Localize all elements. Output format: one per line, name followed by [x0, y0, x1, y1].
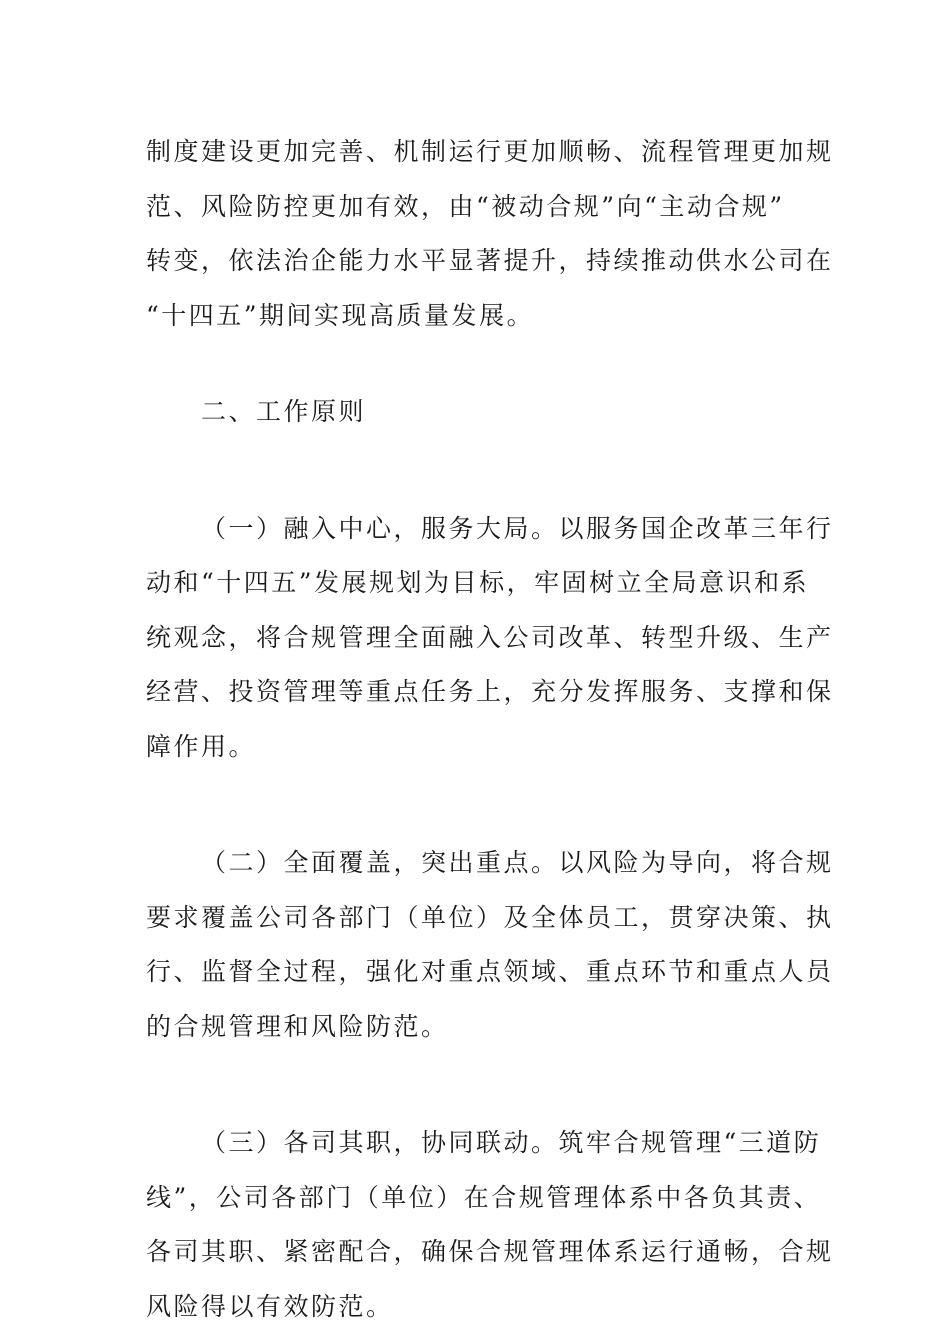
section-heading-text: 二、工作原则	[201, 397, 367, 426]
paragraph-line: （三）各司其职，协同联动。筑牢合规管理“三道防	[201, 1128, 822, 1157]
spacer	[146, 1054, 786, 1116]
paragraph-line: （二）全面覆盖，突出重点。以风险为导向，将合规	[201, 848, 834, 877]
paragraph-line: 统观念，将合规管理全面融入公司改革、转型升级、生产	[146, 622, 834, 652]
paragraph-line: 经营、投资管理等重点任务上，充分发挥服务、支撑和保	[146, 677, 834, 706]
paragraph-line: （一）融入中心，服务大局。以服务国企改革三年行	[201, 513, 834, 543]
spacer	[146, 440, 786, 502]
paragraph-line: 障作用。	[146, 731, 257, 761]
paragraph-line: “十四五”期间实现高质量发展。	[146, 300, 535, 330]
spacer	[146, 343, 786, 385]
paragraph-line: 各司其职、紧密配合，确保合规管理体系运行通畅，合规	[146, 1237, 834, 1266]
paragraph-line: 风险得以有效防范。	[146, 1291, 394, 1321]
intro-paragraph	[146, 125, 834, 343]
paragraph-line: 要求覆盖公司各部门（单位）及全体员工，贯穿决策、执	[146, 902, 834, 932]
paragraph-line: 线”，公司各部门（单位）在合规管理体系中各负其责、	[146, 1182, 822, 1212]
principle-paragraph-3	[146, 1116, 834, 1334]
spacer	[146, 774, 786, 836]
paragraph-line: 转变，依法治企能力水平显著提升，持续推动供水公司在	[146, 246, 834, 275]
paragraph-line: 的合规管理和风险防范。	[146, 1011, 449, 1041]
paragraph-line: 行、监督全过程，强化对重点领域、重点环节和重点人员	[146, 957, 834, 986]
principle-paragraph-1	[146, 502, 834, 775]
paragraph-line: 动和“十四五”发展规划为目标，牢固树立全局意识和系	[146, 568, 810, 597]
paragraph-line: 制度建设更加完善、机制运行更加顺畅、流程管理更加规	[146, 137, 834, 166]
principle-paragraph-2	[146, 836, 834, 1054]
paragraph-line: 范、风险防控更加有效，由“被动合规”向“主动合规”	[146, 191, 785, 221]
section-heading	[146, 385, 786, 440]
document-page	[146, 125, 834, 1334]
